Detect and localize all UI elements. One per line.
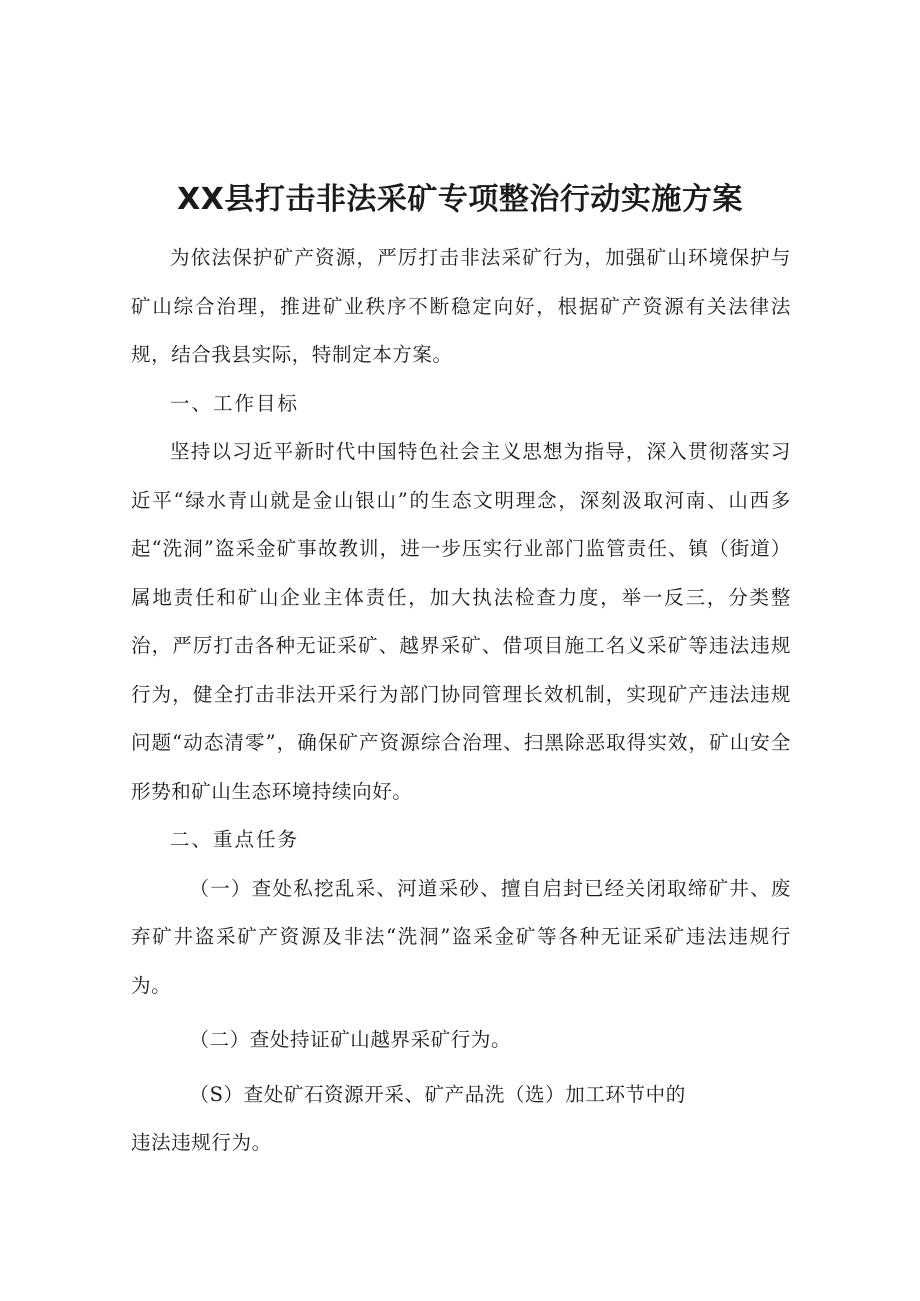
document-title: XX县打击非法采矿专项整治行动实施方案 (177, 182, 743, 217)
task-item-3 (131, 1071, 791, 1168)
goals-paragraph: 坚持以习近平新时代中国特色社会主义思想为指导，深入贯彻落实习近平“绿水青山就是金山银山”的生态文明理念，深刻汲取河南、山西多起“洗洞”盗采金矿事故教训，进一步压实行业部门监管责任、镇（街道）属地责任和矿山企业主体责任，加大执法检查力度，举一反三，分类整治，严厉打击各种无证采矿、越界采矿、借项目施工名义采矿等违法违规行为，健全打击非法开采行为部门协同管理长效机制，实现矿产违法违规问题“动态清零”，确保矿产资源综合治理、扫黑除恶取得实效，矿山安全形势和矿山生态环境持续向好。 (131, 440, 791, 803)
section-heading-tasks: 二、重点任务 (170, 828, 300, 851)
task-item-3-line-1: （S）查处矿石资源开采、矿产品洗（选）加工环节中的 (189, 1082, 686, 1106)
document-body (131, 234, 791, 1168)
section-heading-goals: 一、工作目标 (170, 391, 300, 415)
task-item-1: （一）查处私挖乱采、河道采砂、擅自启封已经关闭取缔矿井、废弃矿井盗采矿产资源及非法“洗洞”盗采金矿等各种无证采矿违法违规行为。 (131, 876, 791, 997)
task-item-2: （二）查处持证矿山越界采矿行为。 (189, 1028, 512, 1051)
task-item-3-line-2: 违法违规行为。 (131, 1131, 272, 1154)
intro-paragraph: 为依法保护矿产资源，严厉打击非法采矿行为，加强矿山环境保护与矿山综合治理，推进矿业秩序不断稳定向好，根据矿产资源有关法律法规，结合我县实际，特制定本方案。 (131, 246, 791, 366)
